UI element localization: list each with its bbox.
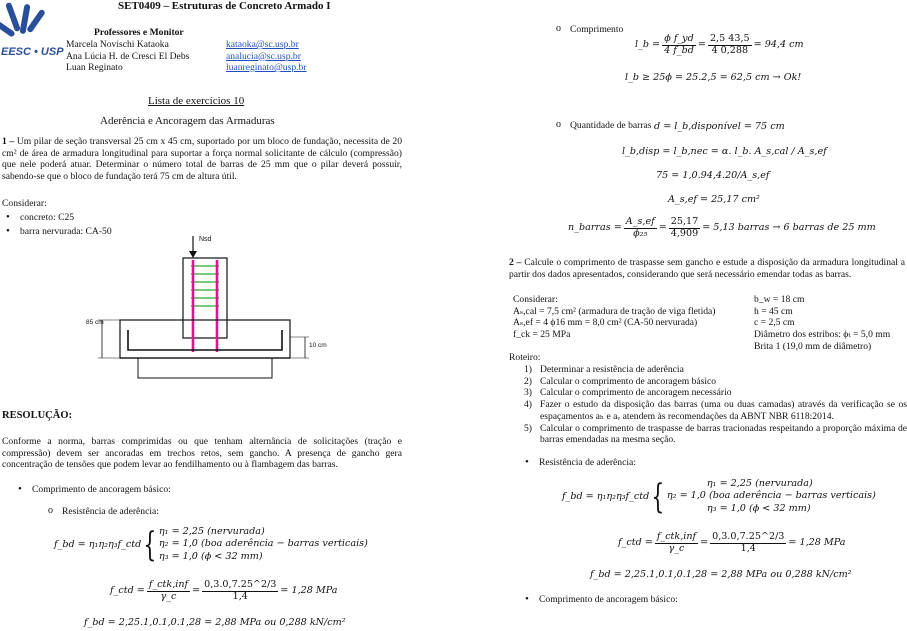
list-item: • Resistência de aderência: [521, 457, 821, 469]
fraction [147, 580, 190, 602]
eta-cases [667, 478, 876, 515]
figure-drawing [80, 234, 330, 384]
sub-item-quantidade: o Quantidade de barras [556, 120, 907, 132]
fraction-num: 2,5 43,5 [709, 33, 750, 44]
brace-icon: { [651, 476, 665, 517]
data-line: h = 45 cm [754, 305, 793, 317]
nbarras-formula: n_barras = $\frac{A\_s,ef}{\text{ϕ₂₅}}$ = $\frac{25,17}{4,909}$ = 5,13 barras → 6 barras de 25 mm [568, 216, 876, 239]
list-item: 2) Calcular o comprimento de ancoragem básico [520, 376, 907, 388]
sub-item-comprimento: o Comprimento [556, 24, 907, 36]
q1-number: 1 – [2, 136, 15, 147]
fraction-num: f_ctk,inf [148, 579, 189, 590]
staff-email[interactable]: luanreginato@usp.br [226, 62, 307, 73]
fraction-num: f_ctk,inf [656, 531, 697, 542]
data-line: Diâmetro dos estribos: ϕₜ = 5,0 mm [754, 329, 891, 341]
staff-name: Luan Reginato [66, 62, 123, 73]
fctd-result: = 1,28 MPa [788, 537, 846, 549]
brace-icon: { [143, 524, 157, 565]
fctd-lhs: f_ctd = [618, 537, 653, 549]
fraction-num: 25,17 [670, 216, 699, 227]
fraction-num: ϕ f_yd [664, 33, 694, 44]
q1-text: Um pilar de seção transversal 25 cm x 45 cm, suportado por um bloco de fundação, necessita de 20 cm² de área de armadura longitudinal para suportar a força normal solicitante de cálculo (compressão) que nele poderá atuar. Determinar o número total de barras de 25 mm que o pilar deverá possuir, sabendo-se que o bloco de fundação terá 75 cm de altura útil. [2, 136, 403, 183]
data-line: b_w = 18 cm [754, 294, 805, 305]
fraction [655, 532, 698, 554]
fctd-result: = 1,28 MPa [280, 585, 338, 597]
eta2: η₂ = 1,0 (boa aderência − barras verticais) [158, 538, 368, 550]
fraction-den: ϕ₂₅ [633, 227, 648, 239]
fraction-den: 4 f_bd [664, 44, 694, 56]
stirrups [191, 266, 219, 306]
q2-consider-left [513, 294, 753, 341]
fraction-den: 1,4 [232, 590, 248, 602]
fraction-num: A_s,ef [625, 216, 655, 227]
lbdisp-eq: l_b,disp = l_b,nec = α. l_b. A_s,cal / A_s,ef [622, 146, 827, 157]
eesc-usp-logo [0, 0, 66, 64]
fraction-num: 0,3.0,7.25^2/3 [204, 579, 277, 590]
resolution-paragraph: Conforme a norma, barras comprimidas ou que tenham alternância de solicitações (tração e compressão) devem ser ancoradas em trechos retos, sem gancho. A presença de gancho gera concentração de tensões que podem levar ao fendilhamento ou à flambagem das barras. [2, 436, 402, 471]
q2-bullets-top [521, 457, 821, 469]
fraction [202, 580, 278, 602]
arrow-head-icon [189, 251, 197, 258]
eq-75: 75 = 1,0.94,4.20/A_s,ef [656, 170, 770, 181]
label-85cm: 85 cm [86, 319, 104, 326]
list-item: 5) Calcular o comprimento de traspasse de barras tracionadas respeitando a proporção máxima de barras emendadas na mesma seção. [520, 423, 907, 446]
list-item: • barra nervurada: CA-50 [2, 226, 202, 238]
base-block [138, 358, 272, 378]
list-item: • concreto: C25 [2, 212, 202, 224]
fctd-formula-right: f_ctd = $\frac{\text{f\_ctk,inf}}{\gamma\_c}$ = $\frac{0,3.0,7.25\^{}2/3}{1,4}$ = 1,28 MPa [618, 531, 846, 554]
label-10cm: 10 cm [309, 342, 327, 349]
consider-label: Considerar: [513, 294, 558, 305]
data-line: Brita 1 (19,0 mm de diâmetro) [754, 340, 872, 352]
staff-row [66, 62, 336, 74]
column-foundation-figure [80, 234, 330, 384]
sub-item-adherence: o Resistência de aderência: [48, 506, 907, 518]
list-subtitle: Aderência e Ancoragem das Armaduras [100, 115, 275, 127]
list-item: • Comprimento de ancoragem básico: [14, 484, 314, 496]
eta-cases [159, 526, 368, 563]
list-item: 1) Determinar a resistência de aderência [520, 364, 907, 376]
q1-consider [2, 198, 202, 238]
staff-row [66, 39, 336, 51]
fbd-formula-left [54, 526, 368, 563]
staff-name: Marcela Novischi Kataoka [66, 39, 169, 50]
fbd-result-right: f_bd = 2,25.1,0.1,0.1,28 = 2,88 MPa ou 0,288 kN/cm² [590, 569, 852, 580]
fbd-lhs: f_bd = η₁η₂η₃f_ctd [562, 490, 650, 502]
fraction [708, 34, 752, 56]
data-line: Aₛ,ef = 4 ϕ16 mm = 8,0 cm² (CA-50 nervurada) [513, 317, 698, 329]
lb-lhs: l_b = [635, 39, 661, 51]
list-item: • Comprimento de ancoragem básico: [521, 594, 821, 606]
logo-text: EESC • USP [1, 46, 64, 58]
fbd-formula-right [562, 478, 876, 515]
q2-text: Calcule o comprimento de traspasse sem gancho e estude a disposição da armadura longitudinal a partir dos dados apresentados, considerando que será necessário emendar todas as barras. [509, 257, 905, 280]
fraction-den: 1,4 [740, 542, 756, 554]
list-item: 3) Calcular o comprimento de ancoragem necessário [520, 387, 907, 399]
fraction-den: γ_c [160, 590, 177, 602]
q2-number: 2 – [509, 257, 522, 268]
data-line: Aₛ,cal = 7,5 cm² (armadura de tração de viga fletida) [513, 305, 716, 317]
lb-formula: l_b = $\frac{\text{ϕ f\_yd}}{4 f\_bd}$ = $\frac{2,5 43,5}{4 0,288}$ = 94,4 cm [635, 33, 804, 56]
asef-eq: A_s,ef = 25,17 cm² [668, 194, 760, 205]
q2-consider-right [754, 294, 907, 353]
eta3: η₃ = 1,0 (ϕ < 32 mm) [706, 502, 811, 514]
q2-bullets-bottom [521, 594, 821, 606]
fraction-den: 4 0,288 [711, 44, 749, 56]
fraction [662, 34, 696, 56]
staff-row [66, 51, 336, 63]
bottom-rebar [128, 330, 282, 350]
roteiro-list [520, 364, 907, 446]
fbd-result-left: f_bd = 2,25.1,0.1,0.1,28 = 2,88 MPa ou 0,288 kN/cm² [84, 617, 346, 628]
q2-statement [509, 257, 905, 280]
fctd-formula-left: f_ctd = $\frac{\text{f\_ctk,inf}}{\gamma\_c}$ = $\frac{0,3.0,7.25\^{}2/3}{1,4}$ = 1,28 MPa [110, 579, 338, 602]
list-title: Lista de exercícios 10 [148, 95, 245, 107]
staff-name: Ana Lúcia H. de Cresci El Debs [66, 50, 190, 62]
staff-list [66, 39, 336, 74]
staff-email[interactable]: analucia@sc.usp.br [226, 50, 301, 62]
label-nsd: Nsd [199, 236, 212, 243]
fbd-lhs: f_bd = η₁η₂η₃f_ctd [54, 538, 142, 550]
nbarras-lhs: n_barras = [568, 222, 622, 234]
eta3: η₃ = 1,0 (ϕ < 32 mm) [158, 550, 263, 562]
fraction-num: 0,3.0,7.25^2/3 [712, 531, 785, 542]
staff-email[interactable]: kataoka@sc.usp.br [226, 39, 299, 50]
fraction-den: 4,909 [670, 227, 699, 239]
fraction [710, 532, 786, 554]
eta2: η₂ = 1,0 (boa aderência − barras verticais) [666, 490, 876, 502]
list-item: 4) Fazer o estudo da disposição das barras (uma ou duas camadas) através da verificação se os espaçamentos aₕ e aᵥ atendem às recomendações da ABNT NBR 6118:2014. [520, 399, 907, 422]
nbarras-result: = 5,13 barras → 6 barras de 25 mm [702, 222, 876, 234]
resolution-bullets [14, 484, 314, 496]
foundation-block [120, 320, 290, 358]
q1-statement [2, 136, 402, 183]
lb-result: = 94,4 cm [753, 39, 804, 51]
resolution-heading: RESOLUÇÃO: [2, 410, 73, 421]
d-eq: d = l_b,disponível = 75 cm [654, 121, 785, 132]
fraction-den: γ_c [668, 542, 685, 554]
lb-check: l_b ≥ 25ϕ = 25.2,5 = 62,5 cm → Ok! [625, 72, 802, 83]
fraction [669, 217, 700, 239]
data-line: c = 2,5 cm [754, 317, 795, 329]
fraction [624, 217, 657, 239]
roteiro-label: Roteiro: [509, 352, 541, 363]
staff-heading: Professores e Monitor [94, 27, 184, 38]
eta1: η₁ = 2,25 (nervurada) [158, 526, 265, 537]
course-title: SET0409 – Estruturas de Concreto Armado I [118, 0, 331, 12]
eta1: η₁ = 2,25 (nervurada) [706, 478, 813, 489]
data-line: f_ck = 25 MPa [513, 329, 571, 341]
fctd-lhs: f_ctd = [110, 585, 145, 597]
consider-label: Considerar: [2, 198, 47, 209]
